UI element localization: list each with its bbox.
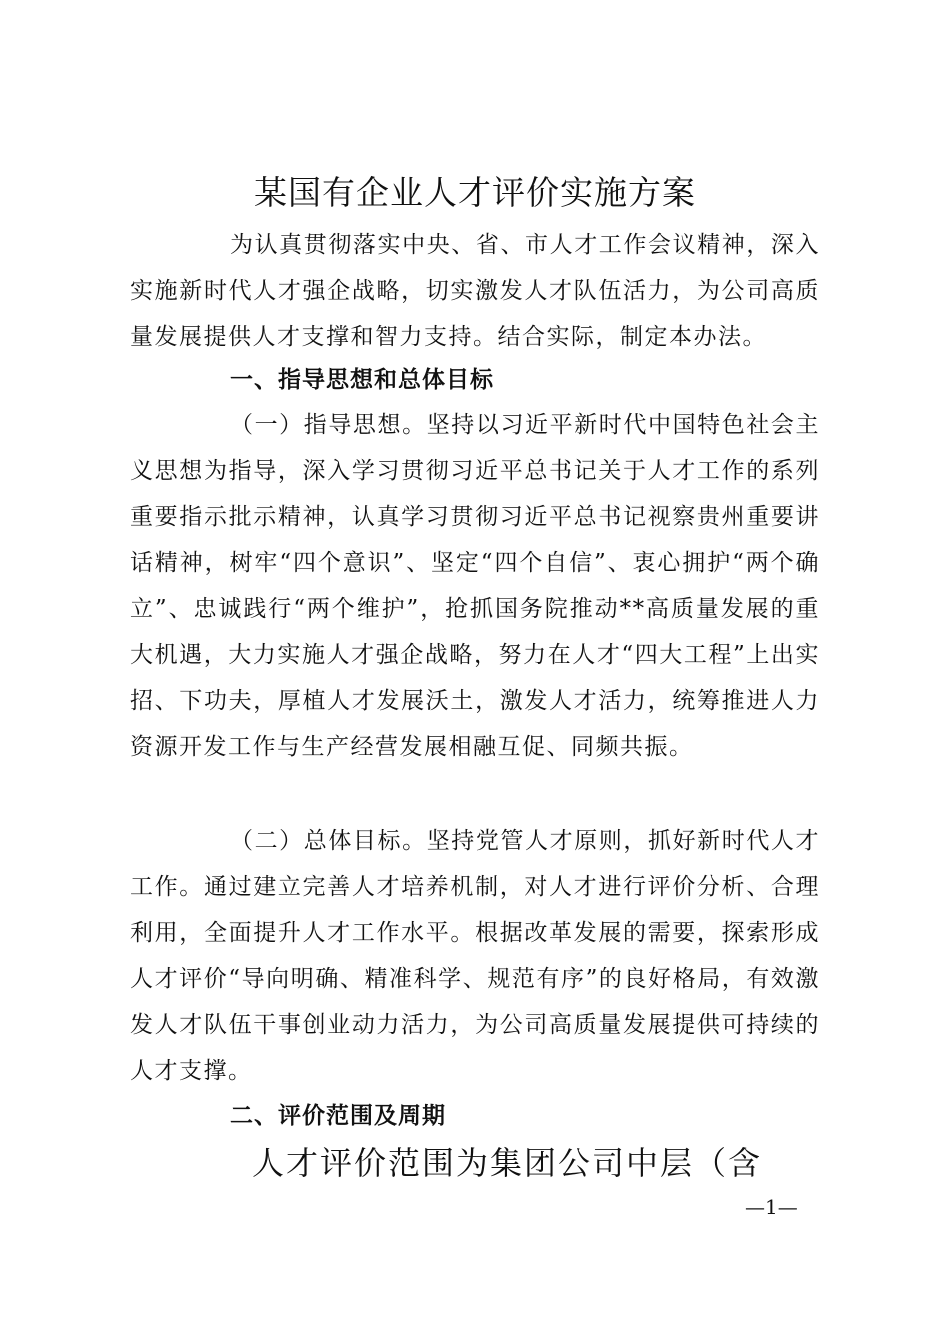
evaluation-scope-line: 人才评价范围为集团公司中层（含	[252, 1144, 763, 1182]
intro-paragraph: 为认真贯彻落实中央、省、市人才工作会议精神，深入实施新时代人才强企战略，切实激发人才队伍活力，为公司高质量发展提供人才支撑和智力支持。结合实际，制定本办法。	[130, 232, 820, 350]
section-1-heading: 一、指导思想和总体目标	[230, 367, 494, 393]
document-title: 某国有企业人才评价实施方案	[254, 173, 696, 212]
section-2-heading: 二、评价范围及周期	[230, 1103, 446, 1129]
overall-goal-paragraph: （二）总体目标。坚持党管人才原则，抓好新时代人才工作。通过建立完善人才培养机制，对人才进行评价分析、合理利用，全面提升人才工作水平。根据改革发展的需要，探索形成人才评价“导向明确、精准科学、规范有序”的良好格局，有效激发人才队伍干事创业动力活力，为公司高质量发展提供可持续的人才支撑。	[130, 828, 820, 1084]
guiding-ideology-paragraph: （一）指导思想。坚持以习近平新时代中国特色社会主义思想为指导，深入学习贯彻习近平总书记关于人才工作的系列重要指示批示精神，认真学习贯彻习近平总书记视察贵州重要讲话精神，树牢“四个意识”、坚定“四个自信”、衷心拥护“两个确立”、忠诚践行“两个维护”，抢抓国务院推动**高质量发展的重大机遇，大力实施人才强企战略，努力在人才“四大工程”上出实招、下功夫，厚植人才发展沃土，激发人才活力，统筹推进人力资源开发工作与生产经营发展相融互促、同频共振。	[130, 412, 820, 760]
page-number: —1—	[745, 1195, 798, 1219]
